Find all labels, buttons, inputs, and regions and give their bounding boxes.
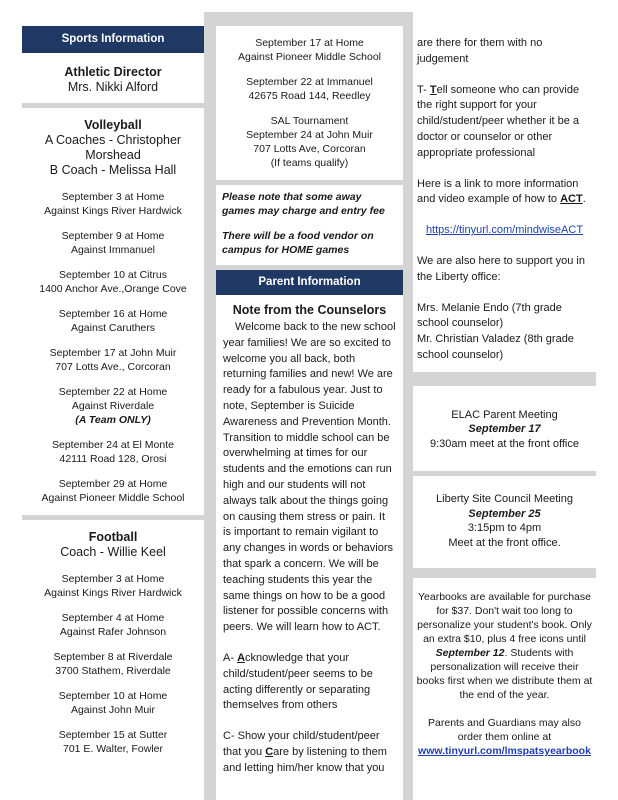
support-text: We are also here to support you in the Liberty office:: [417, 254, 585, 283]
yearbook-order-text: Parents and Guardians may also order them online at: [428, 717, 581, 744]
link-intro-end: .: [582, 193, 586, 206]
yearbook-text-end: . Students with personalization will receive their books first when we distribute them at the end of the year.: [416, 647, 593, 702]
c-keyword-initial: C: [265, 745, 274, 758]
football-section: [22, 520, 204, 766]
elac-meeting: [413, 386, 596, 472]
c-text-start: - Show your child/student/peer that you: [223, 730, 380, 758]
a-keyword-initial: A: [237, 651, 246, 664]
c-text: by listening to them and letting him/her know that you: [223, 745, 387, 774]
yearbook-text-start: Yearbooks are available for purchase for $37. Don't wait too long to personalize your student's book. Only an extra $10, plus 4 free icons until: [417, 591, 592, 646]
event-place: Against Pioneer Middle School: [41, 492, 185, 504]
link-intro: [417, 177, 592, 209]
council-date: September 25: [468, 507, 541, 520]
event-date: September 24 at John Muir: [246, 129, 373, 141]
yearbook-link-row: [415, 744, 594, 758]
volleyball-event: [220, 75, 399, 103]
football-event: [26, 728, 200, 756]
volleyball-section: [22, 108, 204, 515]
counselors-body: Welcome back to the new school year families! We are so excited to welcome you all back, both returning families and new! We are ready for a fabulous year. Just to note, September is Suicide Awareness and Prevention Month. Transition to middle school can be overwhelming at times for our students and the emotions can run high and our students will not always talk about the things going on causing them stress or pain. It is important to remain vigilant to any changes in words or behaviors that spark a concern. We will be teaching students this year the same things on how to be a good listener for possible concerns with peers. We will learn how to ACT.: [223, 321, 396, 634]
athletic-director-name: Mrs. Nikki Alford: [67, 80, 159, 94]
volleyball-title: Volleyball: [84, 118, 142, 132]
yearbook-link[interactable]: www.tinyurl.com/lmspatsyearbook: [418, 745, 591, 758]
tell-item: [417, 83, 592, 162]
event-date: September 3 at Home: [61, 191, 165, 203]
event-place: 1400 Anchor Ave.,Orange Cove: [39, 283, 187, 295]
event-date: September 22 at Immanuel: [246, 76, 373, 88]
t-dash: -: [423, 83, 430, 96]
event-place: 3700 Stathem, Riverdale: [55, 665, 171, 677]
football-title: Football: [88, 530, 138, 544]
volleyball-event: [26, 438, 200, 466]
athletic-director-title: Athletic Director: [64, 65, 162, 79]
link-intro-text: Here is a link to more information and video example of how to: [417, 177, 579, 206]
elac-title: ELAC Parent Meeting: [451, 408, 558, 421]
event-note: (A Team ONLY): [75, 414, 151, 426]
council-detail: Meet at the front office.: [448, 536, 561, 549]
top-band: [216, 12, 403, 26]
volleyball-event: [26, 385, 200, 427]
volleyball-coach-a: A Coaches - Christopher Morshead: [44, 133, 182, 162]
event-date: September 9 at Home: [61, 230, 165, 242]
t-keyword-initial: T: [429, 83, 437, 96]
counselor-note-continued: [413, 26, 596, 372]
vendor-note: There will be a food vendor on campus for HOME games: [222, 230, 374, 256]
a-letter: A: [223, 651, 231, 664]
fee-notes: [216, 185, 403, 265]
gutter-left: [204, 12, 216, 800]
t-keyword-rest: ell: [436, 83, 448, 96]
act-link[interactable]: https://tinyurl.com/mindwiseACT: [425, 224, 584, 237]
event-place: Against Riverdale: [71, 400, 155, 412]
counselor-endo: Mrs. Melanie Endo (7th grade school counselor): [417, 301, 562, 330]
elac-date: September 17: [468, 423, 541, 436]
a-text: that your child/student/peer seems to be acting differently or separating themselves from others: [223, 651, 373, 712]
tournament-event: [220, 114, 399, 170]
football-event: [26, 689, 200, 717]
a-dash: -: [230, 651, 238, 664]
volleyball-event: [26, 268, 200, 296]
divider: [413, 372, 596, 386]
volleyball-event: [26, 477, 200, 505]
event-place: Against John Muir: [70, 704, 156, 716]
football-coach: Coach - Willie Keel: [60, 545, 166, 559]
yearbook-info: [413, 578, 596, 766]
yearbook-text: [415, 590, 594, 702]
event-date: September 29 at Home: [58, 478, 168, 490]
volleyball-event: [26, 190, 200, 218]
volleyball-event: [26, 346, 200, 374]
volleyball-event: [26, 307, 200, 335]
volleyball-coach-b: B Coach - Melissa Hall: [49, 163, 177, 177]
fee-note: Please note that some away games may charge and entry fee: [222, 191, 385, 217]
council-title: Liberty Site Council Meeting: [436, 493, 573, 506]
counselor-note: [216, 295, 403, 787]
football-event: [26, 611, 200, 639]
site-council-meeting: [413, 476, 596, 568]
volleyball-events-continued: [216, 26, 403, 180]
event-note: (If teams qualify): [270, 157, 349, 169]
care-continued: are there for them with no judgement: [417, 37, 543, 65]
event-date: September 4 at Home: [61, 612, 165, 624]
event-date: September 10 at Home: [58, 690, 168, 702]
divider: [413, 568, 596, 578]
acknowledge-item: [223, 651, 396, 714]
council-time: 3:15pm to 4pm: [467, 522, 542, 535]
care-item: [223, 729, 396, 776]
event-date: September 3 at Home: [61, 573, 165, 585]
elac-detail: 9:30am meet at the front office: [430, 437, 579, 450]
event-place: Against Kings River Hardwick: [44, 205, 182, 217]
event-place: Against Pioneer Middle School: [237, 51, 381, 63]
event-place: Against Kings River Hardwick: [44, 587, 182, 599]
event-place: Against Immanuel: [70, 244, 156, 256]
middle-column: [216, 26, 403, 787]
event-date: September 16 at Home: [58, 308, 168, 320]
volleyball-event: [220, 36, 399, 64]
event-place: 701 E. Walter, Fowler: [63, 743, 163, 755]
sports-header: Sports Information: [22, 26, 204, 53]
sports-column: [22, 26, 204, 766]
event-place: Against Caruthers: [70, 322, 156, 334]
act-link-row: [417, 223, 592, 239]
a-keyword-rest: cknowledge: [245, 651, 304, 664]
c-keyword-rest: are: [273, 745, 290, 758]
event-date: September 17 at Home: [255, 37, 364, 49]
football-event: [26, 572, 200, 600]
parent-header: Parent Information: [216, 270, 403, 295]
event-date: September 8 at Riverdale: [53, 651, 173, 663]
event-place: 707 Lotts Ave, Corcoran: [253, 143, 366, 155]
right-column: [413, 26, 596, 766]
t-text: someone who can provide the right support for your child/student/peer whether it be a doctor or counselor or other appropriate professional: [417, 83, 580, 159]
event-date: September 10 at Citrus: [59, 269, 167, 281]
volleyball-event: [26, 229, 200, 257]
event-place: 42675 Road 144, Reedley: [248, 90, 371, 102]
event-title: SAL Tournament: [270, 115, 349, 127]
event-place: 707 Lotts Ave., Corcoran: [55, 361, 171, 373]
event-date: September 15 at Sutter: [58, 729, 168, 741]
athletic-director-section: [22, 53, 204, 103]
counselors-title: Note from the Counselors: [232, 303, 387, 317]
event-place: Against Rafer Johnson: [59, 626, 167, 638]
c-letter: C: [223, 730, 231, 743]
act-word: ACT: [560, 193, 583, 206]
gutter-right: [403, 12, 413, 800]
event-date: September 17 at John Muir: [49, 347, 177, 359]
event-date: September 24 at El Monte: [52, 439, 174, 451]
event-place: 42111 Road 128, Orosi: [59, 453, 167, 465]
t-letter: T: [417, 83, 424, 96]
yearbook-deadline: September 12: [435, 647, 505, 660]
football-event: [26, 650, 200, 678]
counselor-valadez: Mr. Christian Valadez (8th grade school counselor): [417, 333, 574, 361]
event-date: September 22 at Home: [58, 386, 168, 398]
